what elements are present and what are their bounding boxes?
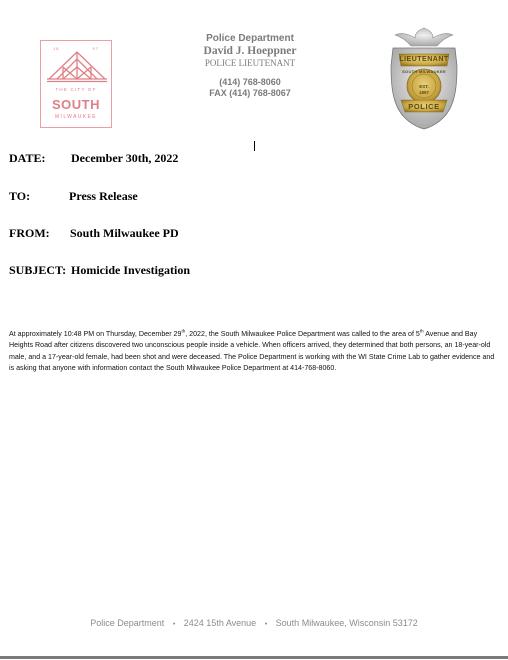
to-value: Press Release — [69, 189, 138, 203]
badge-city: SOUTH MILWAUKEE — [402, 69, 446, 74]
body-paragraph: At approximately 10:48 PM on Thursday, December 29th, 2022, the South Milwaukee Police Department was called to the area of 5th Avenue and Bay Heights Road after citizens discovered two unconscious people inside a vehicle. When officers arrived, they determined that both persons, an 18-year-old male, and a 17-year-old female, had been shot and were deceased. The Police Department is working with the WI State Crime Lab to gather evidence and is asking that anyone with information contact the South Milwaukee Police Department at 414-768-8060. — [9, 328, 495, 372]
badge-est: EST. — [419, 84, 429, 89]
badge-icon — [385, 26, 463, 130]
badge-rank: LIEUTENANT — [399, 56, 449, 63]
police-badge — [385, 26, 463, 130]
header-officer-name: David J. Hoeppner — [203, 45, 297, 57]
header-officer-rank: POLICE LIEUTENANT — [204, 58, 296, 68]
header-fax: FAX (414) 768-8067 — [209, 88, 291, 98]
footer-separator: • — [172, 621, 176, 628]
badge-year: 1897 — [418, 90, 429, 95]
header-phone: (414) 768-8060 — [219, 77, 281, 87]
subject-label: SUBJECT: — [9, 263, 67, 277]
letterhead — [165, 33, 335, 99]
logo-city-of: THE CITY OF — [55, 87, 97, 92]
date-value: December 30th, 2022 — [71, 151, 179, 165]
badge-word: POLICE — [408, 102, 440, 111]
logo-year-left: 18 — [53, 46, 60, 51]
logo-city-sub: MILWAUKEE — [54, 114, 98, 120]
footer-department: Police Department — [90, 618, 165, 628]
from-label: FROM: — [9, 226, 50, 240]
date-label: DATE: — [9, 151, 46, 165]
footer-separator: • — [264, 621, 268, 628]
footer-street: 2424 15th Avenue — [183, 618, 257, 628]
subject-value: Homicide Investigation — [71, 263, 190, 277]
footer-city: South Milwaukee, Wisconsin 53172 — [275, 618, 418, 628]
from-value: South Milwaukee PD — [70, 226, 179, 240]
header-department: Police Department — [206, 33, 294, 44]
text-cursor — [254, 141, 255, 151]
logo-year-right: 97 — [92, 46, 99, 51]
logo-city-name: SOUTH — [52, 97, 100, 112]
page-footer — [0, 618, 508, 628]
city-logo — [40, 40, 112, 128]
to-label: TO: — [9, 189, 31, 203]
page-bottom-rule — [0, 656, 508, 659]
